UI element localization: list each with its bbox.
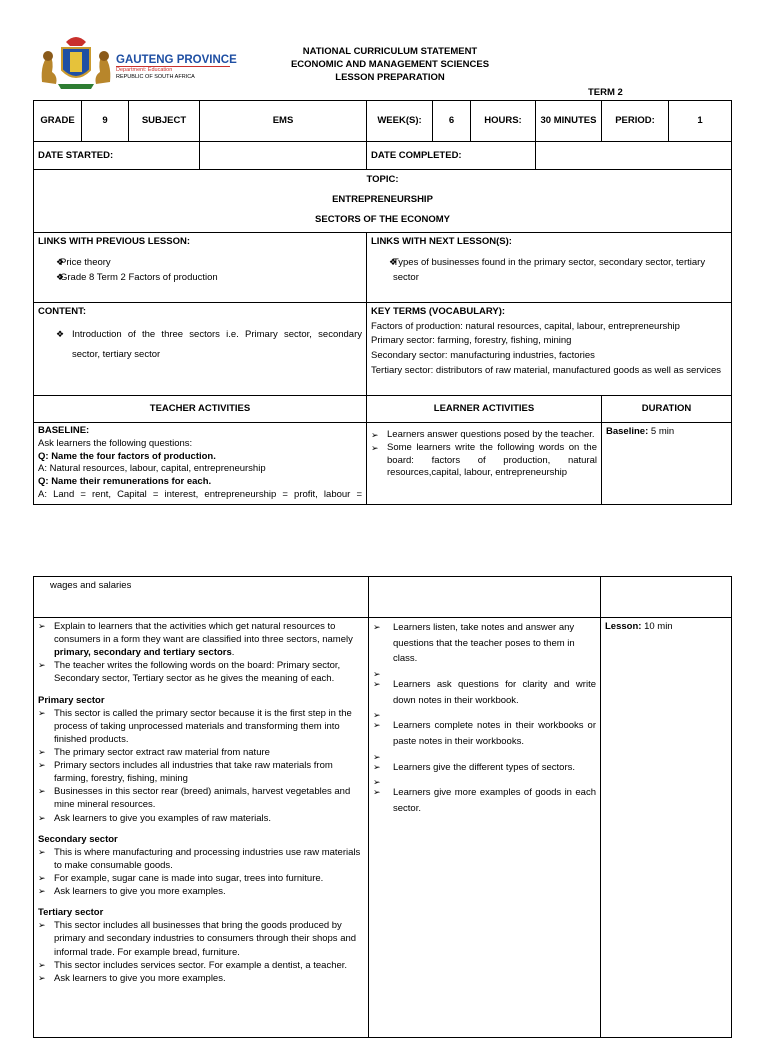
hours-label: HOURS: (471, 101, 536, 142)
teacher-activities-header: TEACHER ACTIVITIES (34, 396, 367, 423)
logo-title: GAUTENG PROVINCE (116, 54, 237, 66)
list-item: ➢ Learners ask questions for clarity and write down notes in their workbook. (373, 677, 596, 708)
weeks-label: WEEK(S): (367, 101, 433, 142)
title-line-2: ECONOMIC AND MANAGEMENT SCIENCES (290, 58, 490, 70)
key-terms-label: KEY TERMS (VOCABULARY): (371, 306, 506, 317)
list-item: ➢ Learners give more examples of goods in each sector. (373, 785, 596, 816)
lesson-duration-label: Lesson: (605, 621, 642, 632)
baseline-question: Q: Name their remunerations for each. (38, 476, 212, 488)
period-label: PERIOD: (602, 101, 669, 142)
list-item: ➢ Learners complete notes in their workbooks or paste notes in their workbooks. (373, 718, 596, 749)
topic-label: TOPIC: (366, 174, 399, 185)
links-row (34, 233, 732, 303)
subject-label: SUBJECT (129, 101, 200, 142)
learner-activities-header: LEARNER ACTIVITIES (367, 396, 602, 423)
info-row (34, 101, 732, 142)
secondary-sector-list (38, 846, 364, 898)
list-item: ❖ Introduction of the three sectors i.e. Primary sector, secondary sector, tertiary sector (38, 325, 362, 364)
continuation-row (34, 577, 732, 618)
content-row (34, 303, 732, 396)
secondary-sector-heading: Secondary sector (38, 833, 118, 845)
list-item: ➢ This sector is called the primary sector because it is the first step in the process of taking unprocessed materials and transforming them into finished products. (38, 707, 364, 746)
list-item: ➢ Learners give the different types of sectors. (373, 760, 596, 776)
lesson-intro-list (38, 620, 364, 686)
tertiary-sector-list (38, 919, 364, 985)
baseline-row (34, 423, 732, 505)
document-title (260, 46, 520, 84)
list-item: ➢ This sector includes all businesses that bring the goods produced by primary and secondary industries to consumers through their shops and informal trade. For example bread, furniture. (38, 919, 364, 958)
title-line-3: LESSON PREPARATION (335, 71, 445, 83)
list-item: ➢ Primary sectors includes all industries that take raw materials from farming, forestry, fishing, mining (38, 759, 364, 785)
date-completed-value[interactable] (536, 142, 732, 170)
list-item: ➢ Ask learners to give you examples of raw materials. (38, 812, 364, 825)
date-started-label: DATE STARTED: (34, 142, 200, 170)
baseline-duration-label: Baseline: (606, 426, 649, 437)
key-term: Primary sector: farming, forestry, fishing, mining (371, 335, 572, 347)
dates-row (34, 142, 732, 170)
list-item: ➢ Businesses in this sector rear (breed) animals, harvest vegetables and mine mineral resources. (38, 785, 364, 811)
baseline-answer: A: Natural resources, labour, capital, entrepreneurship (38, 463, 266, 475)
title-line-1: NATIONAL CURRICULUM STATEMENT (302, 46, 478, 57)
list-item: ❖ Types of businesses found in the primary sector, secondary sector, tertiary sector (371, 256, 727, 285)
list-item: ➢ This sector includes services sector. For example a dentist, a teacher. (38, 959, 364, 972)
baseline-label: BASELINE: (38, 425, 90, 436)
list-item: ➢ Some learners write the following words on the board: factors of production, natural resources,capital, labour, entrepreneurship (371, 442, 597, 480)
subject-value: EMS (200, 101, 367, 142)
prev-lesson-list (38, 256, 362, 285)
duration-header: DURATION (602, 396, 732, 423)
logo-department: Department: Education (116, 67, 173, 73)
key-term: Secondary sector: manufacturing industries, factories (371, 350, 595, 362)
key-term: Factors of production: natural resources, capital, labour, entrepreneurship (371, 320, 680, 332)
date-completed-label: DATE COMPLETED: (367, 142, 536, 170)
period-value: 1 (669, 101, 732, 142)
date-started-value[interactable] (200, 142, 367, 170)
baseline-answer: A: Land = rent, Capital = interest, entrepreneurship = profit, labour = (38, 489, 362, 501)
lesson-duration-value: 10 min (644, 621, 673, 632)
lesson-row (34, 618, 732, 1038)
term-label: TERM 2 (588, 87, 623, 98)
baseline-answer-continued: wages and salaries (34, 577, 369, 618)
list-item: ➢ Learners listen, take notes and answer any questions that the teacher poses to them in class. (373, 620, 596, 667)
list-item: ➢ This is where manufacturing and processing industries use raw materials to make consumable goods. (38, 846, 364, 872)
grade-label: GRADE (34, 101, 82, 142)
list-item: ➢ Explain to learners that the activities which get natural resources to consumers in a form they want are classified into three sectors, namely primary, secondary and tertiary sectors. (38, 620, 364, 659)
primary-sector-list (38, 707, 364, 825)
list-item: ➢ The teacher writes the following words on the board: Primary sector, Secondary sector, Tertiary sector as he gives the meaning of each. (38, 659, 364, 685)
prev-lesson-label: LINKS WITH PREVIOUS LESSON: (38, 236, 191, 247)
key-term: Tertiary sector: distributors of raw material, manufactured goods as well as services (371, 364, 722, 376)
tertiary-sector-heading: Tertiary sector (38, 907, 104, 919)
baseline-intro: Ask learners the following questions: (38, 437, 193, 449)
topic-line-1: ENTREPRENEURSHIP (332, 194, 433, 205)
list-item: ❖ Price theory (38, 256, 362, 271)
content-label: CONTENT: (38, 306, 87, 317)
list-item: ➢ Learners answer questions posed by the teacher. (371, 429, 597, 442)
topic-row (34, 170, 732, 233)
primary-sector-heading: Primary sector (38, 694, 105, 706)
logo-republic: REPUBLIC OF SOUTH AFRICA (116, 74, 195, 80)
topic-line-2: SECTORS OF THE ECONOMY (315, 214, 450, 225)
lesson-table-page-2 (33, 576, 732, 1038)
lesson-table-page-1 (33, 100, 732, 505)
next-lesson-list (371, 256, 727, 285)
next-lesson-label: LINKS WITH NEXT LESSON(S): (371, 236, 512, 247)
grade-value: 9 (82, 101, 129, 142)
activities-header-row (34, 396, 732, 423)
baseline-duration-value: 5 min (650, 426, 675, 437)
baseline-question: Q: Name the four factors of production. (38, 450, 216, 462)
gauteng-logo (36, 32, 236, 90)
list-item: ➢ Ask learners to give you more examples. (38, 972, 364, 985)
list-item: ➢ The primary sector extract raw material from nature (38, 746, 364, 759)
lesson-learner-list (373, 620, 596, 817)
hours-value: 30 MINUTES (536, 101, 602, 142)
weeks-value: 6 (433, 101, 471, 142)
list-item: ➢ For example, sugar cane is made into sugar, trees into furniture. (38, 872, 364, 885)
content-list (38, 325, 362, 364)
list-item: ❖ Grade 8 Term 2 Factors of production (38, 271, 362, 286)
coat-of-arms-icon (36, 32, 116, 90)
baseline-learner-list (371, 429, 597, 480)
list-item: ➢ Ask learners to give you more examples. (38, 885, 364, 898)
